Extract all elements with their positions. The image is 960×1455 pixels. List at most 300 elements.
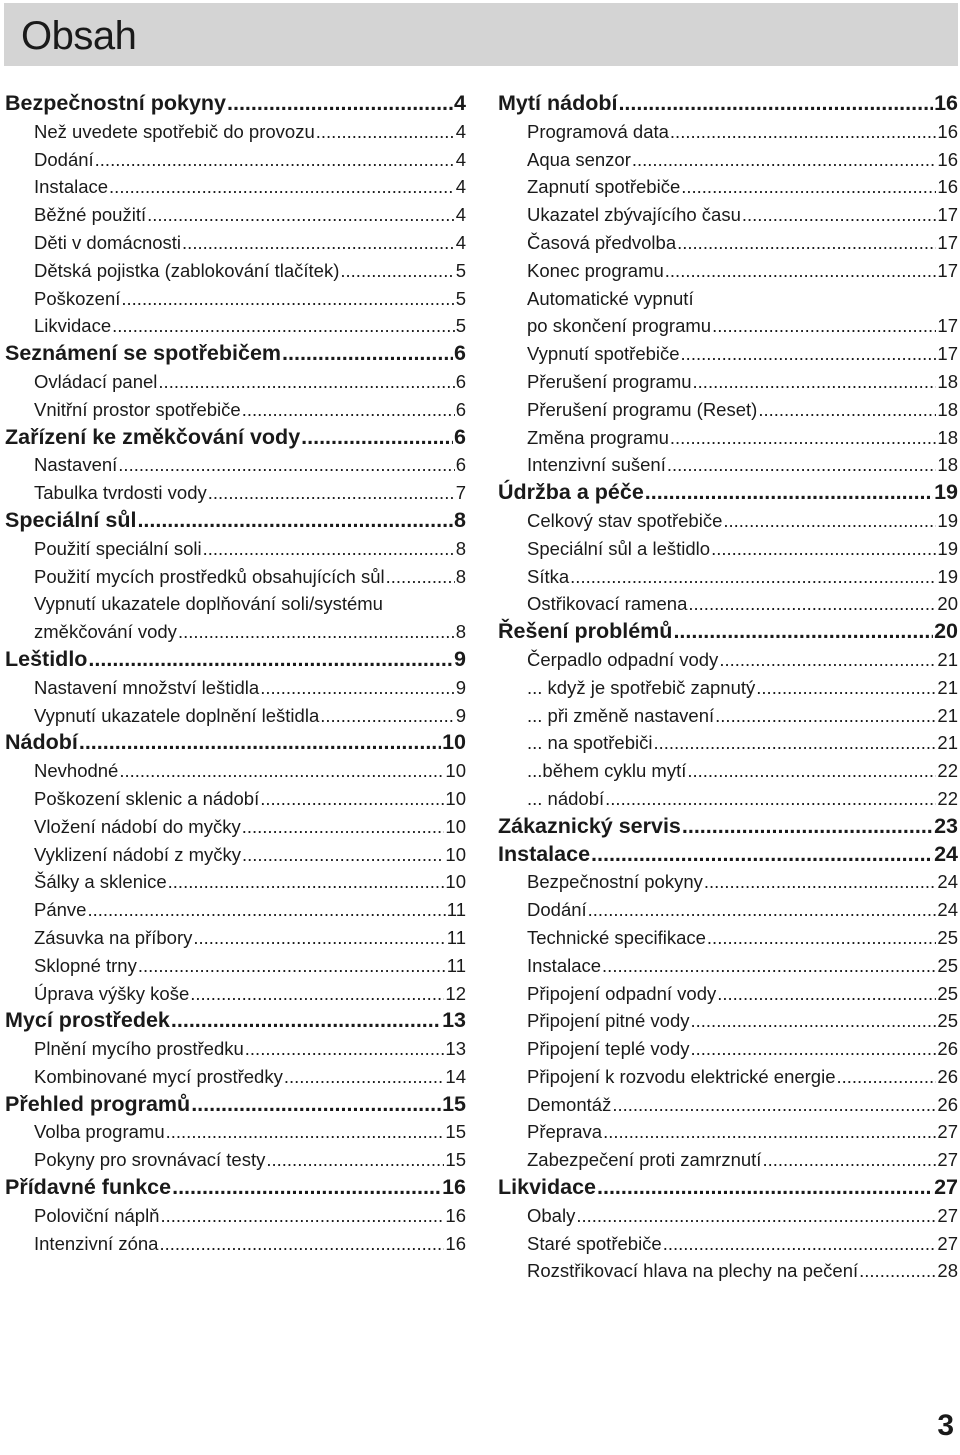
toc-entry-page: 6 bbox=[455, 454, 466, 476]
toc-dot-leader bbox=[172, 1174, 441, 1202]
toc-dot-leader bbox=[667, 451, 937, 479]
toc-subsection-entry[interactable] bbox=[498, 952, 958, 980]
toc-entry-page: 16 bbox=[937, 148, 958, 170]
toc-section-entry[interactable] bbox=[5, 729, 466, 757]
toc-subsection-entry[interactable] bbox=[5, 451, 466, 479]
toc-dot-leader bbox=[653, 729, 936, 757]
toc-entry-page: 5 bbox=[455, 287, 466, 309]
toc-dot-leader bbox=[570, 563, 936, 591]
toc-subsection-entry[interactable] bbox=[5, 368, 466, 396]
toc-entry-label: Likvidace bbox=[498, 1175, 596, 1200]
toc-entry-page: 24 bbox=[937, 871, 958, 893]
toc-entry-page: 11 bbox=[446, 954, 466, 976]
toc-subsection-entry[interactable] bbox=[5, 201, 466, 229]
toc-entry-page: 9 bbox=[455, 704, 466, 726]
page-title: Obsah bbox=[21, 14, 137, 58]
toc-entry-page: 10 bbox=[445, 815, 466, 837]
toc-entry-page: 6 bbox=[454, 424, 466, 449]
toc-subsection-entry[interactable] bbox=[498, 1035, 958, 1063]
toc-dot-leader bbox=[711, 535, 936, 563]
toc-entry-label: Přeprava bbox=[527, 1121, 603, 1143]
toc-subsection-entry[interactable] bbox=[5, 868, 466, 896]
toc-dot-leader bbox=[665, 257, 937, 285]
toc-dot-leader bbox=[166, 1118, 445, 1146]
toc-subsection-entry[interactable] bbox=[5, 952, 466, 980]
toc-dot-leader bbox=[837, 1063, 937, 1091]
toc-dot-leader bbox=[119, 757, 444, 785]
toc-entry-label: Nevhodné bbox=[34, 760, 119, 782]
toc-subsection-entry[interactable] bbox=[498, 312, 958, 340]
toc-entry-page: 20 bbox=[937, 593, 958, 615]
toc-entry-label: Nastavení množství leštidla bbox=[34, 676, 260, 698]
toc-dot-leader bbox=[719, 646, 936, 674]
toc-entry-page: 18 bbox=[937, 426, 958, 448]
toc-entry-label: Instalace bbox=[34, 176, 109, 198]
toc-entry-label: ... na spotřebiči bbox=[527, 732, 653, 754]
toc-entry-page: 25 bbox=[937, 1010, 958, 1032]
toc-entry-page: 14 bbox=[445, 1065, 466, 1087]
toc-section-entry[interactable] bbox=[5, 1174, 466, 1202]
toc-entry-label: Kombinované mycí prostředky bbox=[34, 1065, 283, 1087]
toc-subsection-entry[interactable] bbox=[5, 924, 466, 952]
toc-subsection-entry[interactable] bbox=[5, 674, 466, 702]
toc-entry-label: Čerpadlo odpadní vody bbox=[527, 648, 719, 670]
toc-subsection-entry[interactable] bbox=[5, 229, 466, 257]
toc-entry-label: Přehled programů bbox=[5, 1091, 191, 1116]
toc-entry-label: Poškození bbox=[34, 287, 121, 309]
toc-subsection-entry[interactable] bbox=[498, 173, 958, 201]
toc-dot-leader bbox=[112, 312, 455, 340]
toc-subsection-entry[interactable] bbox=[498, 896, 958, 924]
toc-subsection-entry[interactable] bbox=[5, 1146, 466, 1174]
toc-dot-leader bbox=[245, 1035, 445, 1063]
toc-entry-page: 27 bbox=[937, 1204, 958, 1226]
toc-subsection-entry[interactable] bbox=[498, 1230, 958, 1258]
toc-subsection-entry[interactable] bbox=[498, 535, 958, 563]
toc-entry-label: Zapnutí spotřebiče bbox=[527, 176, 681, 198]
toc-section-entry[interactable] bbox=[5, 646, 466, 674]
toc-dot-leader bbox=[95, 146, 455, 174]
toc-dot-leader bbox=[159, 1230, 444, 1258]
toc-dot-leader bbox=[242, 396, 455, 424]
toc-entry-label: Vyklizení nádobí z myčky bbox=[34, 843, 242, 865]
toc-entry-page: 18 bbox=[937, 370, 958, 392]
toc-entry-label: Konec programu bbox=[527, 259, 664, 281]
toc-dot-leader bbox=[316, 118, 455, 146]
toc-section-entry[interactable] bbox=[498, 1174, 958, 1202]
toc-subsection-entry[interactable] bbox=[498, 257, 958, 285]
toc-entry-label: Volba programu bbox=[34, 1121, 165, 1143]
toc-dot-leader bbox=[282, 340, 453, 368]
toc-entry-label: Zákaznický servis bbox=[498, 813, 681, 838]
toc-subsection-entry[interactable] bbox=[5, 757, 466, 785]
toc-entry-page: 24 bbox=[937, 899, 958, 921]
toc-entry-label: Šálky a sklenice bbox=[34, 871, 167, 893]
toc-dot-leader bbox=[603, 1118, 936, 1146]
toc-subsection-entry[interactable] bbox=[498, 785, 958, 813]
toc-subsection-entry[interactable] bbox=[498, 368, 958, 396]
toc-dot-leader bbox=[715, 702, 936, 730]
toc-entry-page: 10 bbox=[445, 760, 466, 782]
toc-subsection-entry[interactable] bbox=[5, 173, 466, 201]
toc-entry-page: 9 bbox=[454, 646, 466, 671]
toc-dot-leader bbox=[688, 590, 936, 618]
toc-dot-leader bbox=[171, 1007, 441, 1035]
toc-subsection-entry[interactable] bbox=[498, 590, 958, 618]
toc-entry-label: Staré spotřebiče bbox=[527, 1232, 662, 1254]
toc-entry-label: Aqua senzor bbox=[527, 148, 631, 170]
toc-entry-label: Údržba a péče bbox=[498, 480, 644, 505]
toc-entry-label: Úprava výšky koše bbox=[34, 982, 190, 1004]
toc-section-entry[interactable] bbox=[5, 90, 466, 118]
toc-entry-page: 17 bbox=[937, 204, 958, 226]
toc-entry-page: 5 bbox=[455, 259, 466, 281]
toc-subsection-entry[interactable] bbox=[498, 1007, 958, 1035]
toc-subsection-entry[interactable] bbox=[5, 479, 466, 507]
toc-subsection-entry[interactable] bbox=[498, 1091, 958, 1119]
toc-dot-leader bbox=[677, 229, 936, 257]
toc-entry-page: 11 bbox=[446, 899, 466, 921]
toc-subsection-entry[interactable] bbox=[5, 285, 466, 313]
toc-entry-label: Obaly bbox=[527, 1204, 576, 1226]
toc-subsection-entry[interactable] bbox=[5, 813, 466, 841]
toc-entry-label: Celkový stav spotřebiče bbox=[527, 509, 723, 531]
toc-entry-label: Instalace bbox=[498, 841, 591, 866]
toc-entry-label: Děti v domácnosti bbox=[34, 231, 182, 253]
toc-dot-leader bbox=[137, 507, 453, 535]
toc-entry-label: ... když je spotřebič zapnutý bbox=[527, 676, 756, 698]
toc-subsection-entry[interactable] bbox=[498, 1063, 958, 1091]
toc-subsection-entry[interactable] bbox=[498, 507, 958, 535]
toc-dot-leader bbox=[576, 1202, 936, 1230]
toc-entry-page: 21 bbox=[937, 648, 958, 670]
toc-subsection-entry[interactable] bbox=[5, 118, 466, 146]
toc-dot-leader bbox=[707, 924, 937, 952]
toc-entry-page: 12 bbox=[445, 982, 466, 1004]
toc-entry-page: 16 bbox=[442, 1175, 466, 1200]
toc-entry-label: Vnitřní prostor spotřebiče bbox=[34, 398, 241, 420]
toc-dot-leader bbox=[632, 146, 937, 174]
toc-entry-page: 27 bbox=[934, 1175, 958, 1200]
toc-subsection-entry[interactable] bbox=[498, 340, 958, 368]
toc-entry-page: 15 bbox=[442, 1091, 466, 1116]
toc-entry-label: Připojení k rozvodu elektrické energie bbox=[527, 1065, 836, 1087]
toc-entry-page: 7 bbox=[455, 482, 466, 504]
toc-entry-page: 10 bbox=[445, 787, 466, 809]
toc-subsection-entry[interactable] bbox=[498, 1257, 958, 1285]
toc-subsection-entry[interactable] bbox=[5, 590, 466, 618]
toc-subsection-entry[interactable] bbox=[498, 1146, 958, 1174]
toc-subsection-entry[interactable] bbox=[5, 312, 466, 340]
toc-entry-page: 18 bbox=[937, 454, 958, 476]
toc-dot-leader bbox=[597, 1174, 933, 1202]
toc-entry-label: Sklopné trny bbox=[34, 954, 137, 976]
toc-dot-leader bbox=[588, 896, 937, 924]
toc-subsection-entry[interactable] bbox=[5, 896, 466, 924]
toc-subsection-entry[interactable] bbox=[5, 785, 466, 813]
toc-subsection-entry[interactable] bbox=[5, 563, 466, 591]
toc-entry-label: Přídavné funkce bbox=[5, 1175, 172, 1200]
toc-entry-label: Intenzivní zóna bbox=[34, 1232, 159, 1254]
toc-dot-leader bbox=[109, 173, 455, 201]
toc-dot-leader bbox=[158, 368, 454, 396]
toc-entry-page: 17 bbox=[937, 259, 958, 281]
toc-entry-label: Ukazatel zbývajícího času bbox=[527, 204, 741, 226]
toc-dot-leader bbox=[691, 1035, 937, 1063]
toc-entry-page: 17 bbox=[937, 343, 958, 365]
toc-entry-page: 25 bbox=[937, 954, 958, 976]
toc-subsection-entry[interactable] bbox=[498, 757, 958, 785]
toc-dot-leader bbox=[742, 201, 937, 229]
toc-dot-leader bbox=[693, 368, 937, 396]
toc-entry-label: Speciální sůl bbox=[5, 507, 137, 532]
toc-dot-leader bbox=[859, 1257, 936, 1285]
toc-subsection-entry[interactable] bbox=[5, 980, 466, 1008]
toc-entry-page: 10 bbox=[445, 871, 466, 893]
toc-entry-page: 16 bbox=[937, 176, 958, 198]
toc-entry-label: Automatické vypnutí bbox=[527, 287, 694, 309]
toc-entry-page: 10 bbox=[442, 730, 466, 755]
toc-right-column bbox=[498, 90, 958, 1285]
toc-entry-label: Připojení pitné vody bbox=[527, 1010, 690, 1032]
toc-entry-label: Plnění mycího prostředku bbox=[34, 1038, 244, 1060]
toc-dot-leader bbox=[681, 340, 937, 368]
toc-entry-label: Ovládací panel bbox=[34, 370, 158, 392]
toc-subsection-entry[interactable] bbox=[498, 229, 958, 257]
toc-section-entry[interactable] bbox=[5, 340, 466, 368]
toc-entry-label: Bezpečnostní pokyny bbox=[527, 871, 703, 893]
toc-dot-leader bbox=[121, 285, 454, 313]
toc-subsection-entry[interactable] bbox=[5, 841, 466, 869]
toc-subsection-entry[interactable] bbox=[498, 729, 958, 757]
toc-entry-label: Nádobí bbox=[5, 730, 78, 755]
toc-dot-leader bbox=[260, 785, 444, 813]
toc-entry-label: Dodání bbox=[527, 899, 587, 921]
toc-entry-label: Použití speciální soli bbox=[34, 537, 202, 559]
toc-dot-leader bbox=[168, 868, 445, 896]
toc-entry-label: Bezpečnostní pokyny bbox=[5, 91, 227, 115]
toc-section-entry[interactable] bbox=[498, 90, 958, 118]
toc-section-entry[interactable] bbox=[498, 479, 958, 507]
toc-entry-page: 4 bbox=[455, 204, 466, 226]
toc-entry-page: 15 bbox=[445, 1149, 466, 1171]
toc-dot-leader bbox=[681, 173, 936, 201]
toc-subsection-entry[interactable] bbox=[498, 118, 958, 146]
toc-entry-page: 17 bbox=[937, 315, 958, 337]
toc-entry-page: 8 bbox=[455, 565, 466, 587]
toc-subsection-entry[interactable] bbox=[498, 646, 958, 674]
toc-entry-page: 17 bbox=[937, 231, 958, 253]
toc-entry-label: Vypnutí spotřebiče bbox=[527, 343, 680, 365]
title-bar bbox=[4, 3, 958, 66]
toc-subsection-entry[interactable] bbox=[498, 1118, 958, 1146]
toc-entry-label: Technické specifikace bbox=[527, 926, 706, 948]
toc-subsection-entry[interactable] bbox=[5, 396, 466, 424]
toc-entry-page: 25 bbox=[937, 982, 958, 1004]
toc-entry-page: 23 bbox=[934, 813, 958, 838]
toc-subsection-entry[interactable] bbox=[498, 201, 958, 229]
toc-dot-leader bbox=[645, 479, 933, 507]
toc-subsection-entry[interactable] bbox=[5, 1202, 466, 1230]
toc-entry-label: Dodání bbox=[34, 148, 94, 170]
toc-entry-page: 4 bbox=[455, 148, 466, 170]
toc-section-entry[interactable] bbox=[498, 841, 958, 869]
toc-subsection-entry[interactable] bbox=[5, 1035, 466, 1063]
toc-subsection-entry[interactable] bbox=[5, 146, 466, 174]
toc-subsection-entry[interactable] bbox=[498, 702, 958, 730]
toc-dot-leader bbox=[386, 563, 455, 591]
toc-entry-page: 21 bbox=[937, 676, 958, 698]
toc-subsection-entry[interactable] bbox=[498, 146, 958, 174]
toc-dot-leader bbox=[160, 1202, 444, 1230]
toc-subsection-entry[interactable] bbox=[498, 980, 958, 1008]
toc-subsection-entry[interactable] bbox=[498, 924, 958, 952]
toc-entry-label: Demontáž bbox=[527, 1093, 612, 1115]
toc-entry-label: Dětská pojistka (zablokování tlačítek) bbox=[34, 259, 340, 281]
page-number: 3 bbox=[937, 1409, 954, 1442]
toc-dot-leader bbox=[260, 674, 455, 702]
toc-dot-leader bbox=[266, 1146, 444, 1174]
toc-entry-page: 27 bbox=[937, 1232, 958, 1254]
toc-dot-leader bbox=[670, 424, 937, 452]
toc-entry-page: 4 bbox=[454, 91, 466, 115]
toc-entry-label: Sítka bbox=[527, 565, 570, 587]
toc-section-entry[interactable] bbox=[5, 1091, 466, 1119]
toc-entry-page: 16 bbox=[445, 1204, 466, 1226]
toc-subsection-entry[interactable] bbox=[5, 1118, 466, 1146]
toc-dot-leader bbox=[178, 618, 455, 646]
toc-dot-leader bbox=[118, 451, 454, 479]
toc-entry-label: Přerušení programu bbox=[527, 370, 692, 392]
toc-dot-leader bbox=[612, 1091, 936, 1119]
toc-dot-leader bbox=[602, 952, 936, 980]
toc-left-column bbox=[5, 90, 466, 1257]
toc-entry-label: ...během cyklu mytí bbox=[527, 760, 687, 782]
toc-dot-leader bbox=[227, 90, 453, 118]
toc-dot-leader bbox=[190, 980, 444, 1008]
toc-entry-label: Instalace bbox=[527, 954, 602, 976]
toc-entry-page: 19 bbox=[937, 537, 958, 559]
toc-section-entry[interactable] bbox=[498, 618, 958, 646]
toc-entry-page: 16 bbox=[934, 91, 958, 115]
toc-entry-label: Poškození sklenic a nádobí bbox=[34, 787, 260, 809]
toc-section-entry[interactable] bbox=[5, 507, 466, 535]
toc-entry-page: 27 bbox=[937, 1149, 958, 1171]
toc-subsection-entry[interactable] bbox=[498, 1202, 958, 1230]
toc-entry-label: Použití mycích prostředků obsahujících sůl bbox=[34, 565, 385, 587]
toc-entry-page: 19 bbox=[937, 509, 958, 531]
toc-entry-page: 15 bbox=[445, 1121, 466, 1143]
toc-entry-page: 8 bbox=[455, 621, 466, 643]
toc-subsection-entry[interactable] bbox=[498, 396, 958, 424]
toc-entry-label: Ostřikovací ramena bbox=[527, 593, 688, 615]
toc-entry-label: Pokyny pro srovnávací testy bbox=[34, 1149, 266, 1171]
toc-entry-label: po skončení programu bbox=[527, 315, 712, 337]
toc-subsection-entry[interactable] bbox=[498, 674, 958, 702]
toc-entry-page: 13 bbox=[442, 1008, 466, 1033]
toc-subsection-entry[interactable] bbox=[5, 535, 466, 563]
toc-entry-page: 8 bbox=[455, 537, 466, 559]
toc-dot-leader bbox=[147, 201, 455, 229]
toc-dot-leader bbox=[687, 757, 936, 785]
toc-dot-leader bbox=[712, 312, 936, 340]
toc-subsection-entry[interactable] bbox=[498, 424, 958, 452]
toc-entry-page: 28 bbox=[937, 1260, 958, 1282]
toc-dot-leader bbox=[138, 952, 446, 980]
toc-entry-label: Speciální sůl a leštidlo bbox=[527, 537, 711, 559]
toc-entry-label: Tabulka tvrdosti vody bbox=[34, 482, 207, 504]
toc-entry-page: 5 bbox=[455, 315, 466, 337]
toc-entry-label: Pánve bbox=[34, 899, 87, 921]
toc-entry-page: 18 bbox=[937, 398, 958, 420]
toc-dot-leader bbox=[758, 396, 936, 424]
toc-dot-leader bbox=[182, 229, 455, 257]
toc-entry-label: Přerušení programu (Reset) bbox=[527, 398, 758, 420]
toc-entry-page: 8 bbox=[454, 507, 466, 532]
toc-subsection-entry[interactable] bbox=[498, 563, 958, 591]
toc-dot-leader bbox=[284, 1063, 445, 1091]
toc-subsection-entry[interactable] bbox=[5, 257, 466, 285]
toc-entry-label: Mycí prostředek bbox=[5, 1008, 170, 1033]
toc-entry-page: 19 bbox=[937, 565, 958, 587]
toc-section-entry[interactable] bbox=[5, 424, 466, 452]
toc-dot-leader bbox=[618, 90, 933, 118]
toc-entry-label: Leštidlo bbox=[5, 646, 88, 671]
toc-entry-label: Časová předvolba bbox=[527, 231, 677, 253]
toc-subsection-entry[interactable] bbox=[498, 451, 958, 479]
toc-entry-page: 21 bbox=[937, 704, 958, 726]
toc-entry-label: Programová data bbox=[527, 120, 669, 142]
toc-entry-label: Likvidace bbox=[34, 315, 112, 337]
toc-dot-leader bbox=[762, 1146, 936, 1174]
toc-dot-leader bbox=[704, 868, 937, 896]
toc-entry-label: ... při změně nastavení bbox=[527, 704, 715, 726]
toc-entry-page: 4 bbox=[455, 231, 466, 253]
toc-entry-label: Rozstřikovací hlava na plechy na pečení bbox=[527, 1260, 859, 1282]
toc-entry-label: Běžné použití bbox=[34, 204, 147, 226]
toc-dot-leader bbox=[191, 1091, 441, 1119]
toc-entry-label: Zásuvka na příbory bbox=[34, 926, 193, 948]
toc-entry-label: Seznámení se spotřebičem bbox=[5, 341, 282, 366]
toc-entry-label: Změna programu bbox=[527, 426, 669, 448]
toc-entry-label: ... nádobí bbox=[527, 787, 605, 809]
toc-subsection-entry[interactable] bbox=[5, 1230, 466, 1258]
toc-subsection-entry[interactable] bbox=[5, 618, 466, 646]
toc-dot-leader bbox=[717, 980, 936, 1008]
toc-dot-leader bbox=[301, 424, 453, 452]
toc-entry-label: Řešení problémů bbox=[498, 619, 673, 644]
toc-entry-page: 6 bbox=[454, 341, 466, 366]
toc-subsection-entry[interactable] bbox=[5, 702, 466, 730]
toc-entry-page: 25 bbox=[937, 926, 958, 948]
toc-section-entry[interactable] bbox=[5, 1007, 466, 1035]
toc-dot-leader bbox=[79, 729, 441, 757]
toc-subsection-entry[interactable] bbox=[5, 1063, 466, 1091]
toc-subsection-entry[interactable] bbox=[498, 868, 958, 896]
toc-section-entry[interactable] bbox=[498, 813, 958, 841]
toc-entry-page: 16 bbox=[445, 1232, 466, 1254]
toc-entry-label: Zabezpečení proti zamrznutí bbox=[527, 1149, 762, 1171]
toc-entry-page: 20 bbox=[934, 619, 958, 644]
toc-dot-leader bbox=[242, 841, 444, 869]
toc-entry-label: Intenzivní sušení bbox=[527, 454, 666, 476]
toc-entry-page: 6 bbox=[455, 398, 466, 420]
toc-dot-leader bbox=[320, 702, 454, 730]
toc-entry-page: 26 bbox=[937, 1038, 958, 1060]
toc-subsection-entry[interactable] bbox=[498, 285, 958, 313]
toc-entry-page: 6 bbox=[455, 370, 466, 392]
toc-entry-page: 13 bbox=[445, 1038, 466, 1060]
